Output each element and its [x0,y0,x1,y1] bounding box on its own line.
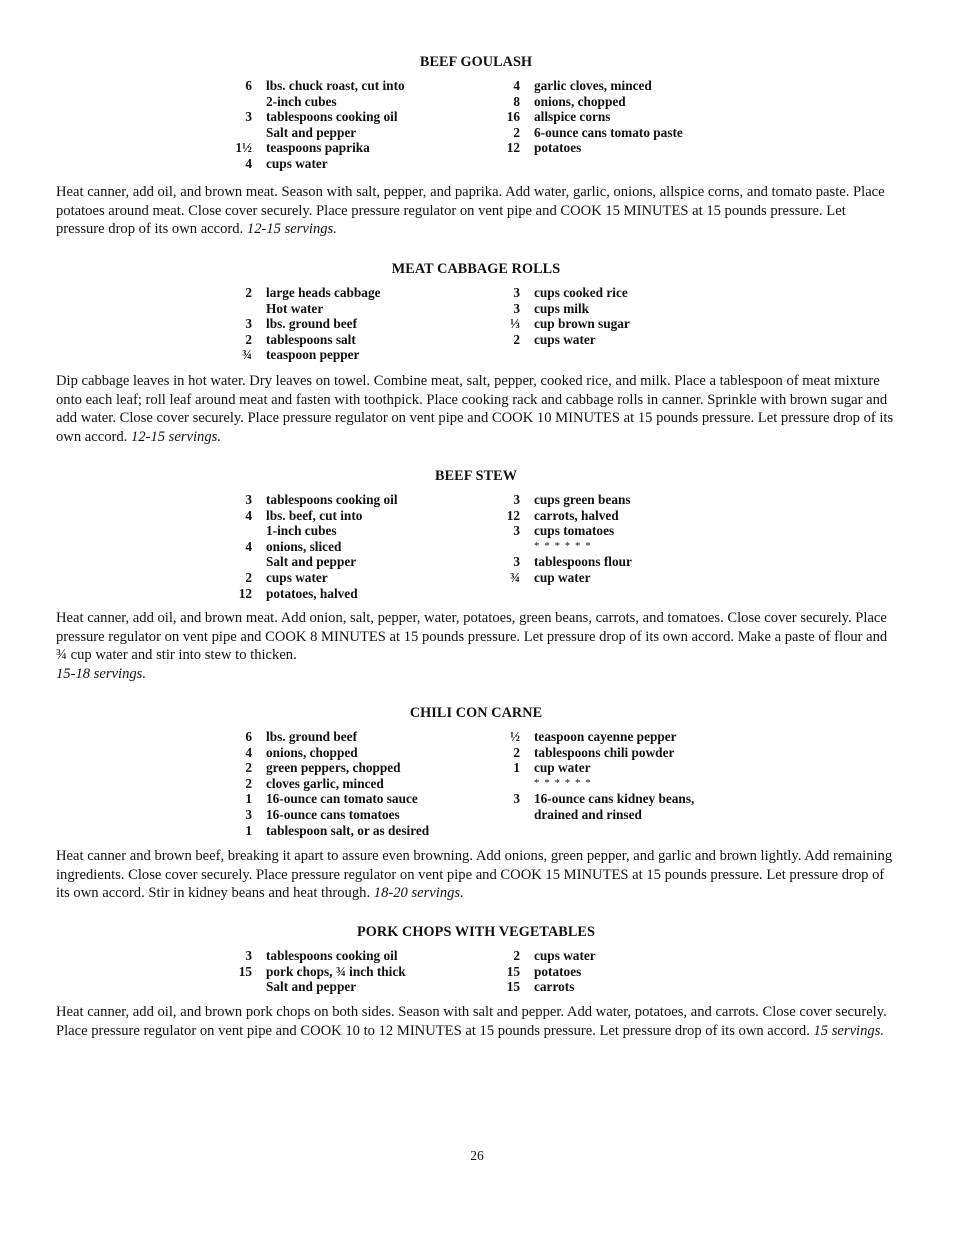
ingredient-column-right [492,78,752,156]
ingredient-item: Hot water [266,300,324,316]
ingredient-row [224,140,494,156]
recipe-title: BEEF STEW [435,468,517,484]
ingredient-qty: 3 [245,109,252,125]
ingredient-qty: 12 [238,585,252,601]
ingredient-qty: 12 [506,507,520,523]
ingredient-qty: 3 [513,791,520,807]
ingredient-column-right [492,285,752,347]
ingredient-qty: ¾ [510,569,520,585]
ingredient-row [224,109,494,125]
ingredient-row [492,979,752,995]
recipe-title: CHILI CON CARNE [409,705,543,721]
ingredient-row [224,729,494,745]
ingredient-qty: ⅓ [510,316,520,332]
ingredient-item: 16-ounce cans tomatoes [266,806,400,822]
ingredient-row [492,140,752,156]
ingredient-item: 16-ounce cans kidney beans, [534,791,695,807]
ingredient-qty: 2 [245,760,252,776]
ingredient-item: cups cooked rice [534,285,628,300]
ingredient-item: carrots [534,979,575,995]
servings-text: 15-18 servings. [56,665,146,682]
ingredient-row [224,316,494,332]
ingredient-row [224,78,494,94]
ingredient-separator [492,539,752,555]
ingredient-item: cups milk [534,300,590,316]
ingredient-row [492,78,752,94]
recipe-directions [56,609,896,683]
ingredient-row [492,729,752,745]
ingredient-row [492,760,752,776]
recipe-pork-chops-with-vegetables [56,924,896,1039]
servings-text: 12-15 servings. [246,221,337,238]
ingredient-row [224,791,494,807]
ingredient-row [492,508,752,524]
ingredient-row [492,523,752,539]
ingredient-item: pork chops, ¾ inch thick [266,963,406,979]
ingredient-item: drained and rinsed [534,806,642,822]
ingredient-qty: 1½ [235,140,252,156]
ingredient-qty [224,523,252,539]
ingredient-qty: 2 [513,124,520,140]
ingredient-qty: 3 [513,492,520,507]
ingredient-row [224,347,494,363]
ingredient-item: cup water [534,760,591,776]
ingredient-item: lbs. beef, cut into [266,507,363,523]
ingredient-row [492,570,752,586]
ingredient-qty: 4 [513,78,520,93]
ingredient-column-right [492,948,752,995]
ingredient-item: lbs. ground beef [266,316,358,332]
ingredient-item: teaspoon cayenne pepper [534,729,677,744]
ingredient-row [492,745,752,761]
ingredient-row [492,109,752,125]
ingredient-item: tablespoons flour [534,554,632,570]
ingredient-item: Salt and pepper [266,554,357,570]
recipe-title: BEEF GOULASH [419,54,533,70]
ingredient-row [492,285,752,301]
ingredient-item: onions, chopped [266,744,358,760]
ingredient-qty: 1 [513,760,520,776]
recipe-beef-stew [56,468,896,682]
ingredient-row [224,807,494,823]
ingredient-column-left [224,729,494,838]
ingredient-qty: 3 [245,806,252,822]
ingredient-row [224,948,494,964]
ingredient-item: 2-inch cubes [266,93,337,109]
ingredient-row [224,823,494,839]
ingredient-qty: 2 [245,285,252,300]
ingredient-qty: 4 [245,744,252,760]
ingredient-qty [492,776,520,792]
ingredient-qty: 2 [245,569,252,585]
ingredient-item: lbs. chuck roast, cut into [266,78,405,93]
ingredient-row [224,94,494,110]
ingredient-qty [224,554,252,570]
ingredient-qty: 2 [513,744,520,760]
ingredient-row [224,964,494,980]
ingredient-row [224,523,494,539]
ingredient-qty: 15 [238,963,252,979]
ingredient-row [492,94,752,110]
ingredient-item: carrots, halved [534,507,619,523]
ingredient-row [492,125,752,141]
ingredient-item: 16-ounce can tomato sauce [266,791,418,807]
ingredient-item: tablespoon salt, or as desired [266,822,430,838]
ingredient-qty: 6 [245,729,252,744]
directions-text: Dip cabbage leaves in hot water. Dry leaves on towel. Combine meat, salt, pepper, cooked rice, and milk. Place a tablespoon of meat mixture onto each leaf; roll leaf around meat and fasten with toothpick. Place cooking rack and cabbage rolls in canner. Sprinkle with brown sugar and add water. Close cover securely. Place pressure regulator on vent pipe and COOK 10 MINUTES at 15 pounds pressure. Let pressure drop of its own accord. [56,373,894,445]
ingredient-item: cups water [534,331,596,347]
page-number: 26 [470,1148,484,1163]
ingredient-qty [492,807,520,823]
ingredient-item: potatoes, halved [266,585,358,601]
ingredient-item: green peppers, chopped [266,760,401,776]
ingredient-row [224,554,494,570]
ingredient-qty: 1 [245,822,252,838]
ingredient-qty: 2 [245,775,252,791]
ingredient-item: Salt and pepper [266,979,357,995]
servings-text: 18-20 servings. [373,885,464,902]
ingredient-row [492,332,752,348]
directions-text: Heat canner, add oil, and brown meat. Season with salt, pepper, and paprika. Add water, garlic, onions, allspice corns, and tomato paste. Place potatoes around meat. Close cover securely. Place pressure regulator on vent pipe and COOK 15 MINUTES at 15 pounds pressure. Let pressure drop of its own accord. [56,184,885,238]
ingredient-row [492,301,752,317]
recipe-directions [56,372,896,446]
ingredient-row [492,554,752,570]
recipe-title: MEAT CABBAGE ROLLS [391,261,561,277]
ingredient-item: onions, sliced [266,538,342,554]
ingredient-row [492,316,752,332]
ingredient-row [224,760,494,776]
ingredient-item: 1-inch cubes [266,523,337,539]
ingredient-item: cups water [266,155,328,171]
ingredient-qty: 3 [513,300,520,316]
ingredient-row [224,508,494,524]
ingredient-item: tablespoons cooking oil [266,109,398,125]
ingredient-item: cups water [266,569,328,585]
ingredient-column-left [224,492,494,601]
ingredient-qty: 1 [245,791,252,807]
ingredient-row [492,807,752,823]
ingredient-item: cups green beans [534,492,631,507]
ingredient-column-right [492,729,752,823]
ingredient-qty [224,94,252,110]
separator-stars: * * * * * * [534,776,592,789]
ingredient-qty: 15 [506,963,520,979]
ingredient-qty [224,979,252,995]
ingredient-qty: 3 [245,948,252,963]
ingredient-item: allspice corns [534,109,611,125]
ingredient-item: cloves garlic, minced [266,775,384,791]
ingredient-row [224,285,494,301]
ingredient-row [224,125,494,141]
ingredient-qty: 3 [513,285,520,300]
ingredient-row [224,570,494,586]
recipe-chili-con-carne [56,705,896,902]
ingredient-column-right [492,492,752,586]
ingredient-separator [492,776,752,792]
ingredient-item: garlic cloves, minced [534,78,652,93]
servings-text: 12-15 servings. [130,428,221,445]
ingredient-row [224,156,494,172]
ingredient-item: cup brown sugar [534,316,630,332]
ingredient-qty: 2 [513,331,520,347]
recipe-directions [56,847,896,903]
servings-text: 15 servings. [813,1022,885,1039]
directions-text: Heat canner, add oil, and brown pork chops on both sides. Season with salt and pepper. Add water, potatoes, and carrots. Close cover securely. Place pressure regulator on vent pipe and COOK 10 to 12 MINUTES at 15 pounds pressure. Let pressure drop of its own accord. [56,1004,887,1039]
ingredient-row [224,776,494,792]
ingredient-item: large heads cabbage [266,285,381,300]
directions-text: Heat canner, add oil, and brown meat. Add onion, salt, pepper, water, potatoes, green beans, carrots, and tomatoes. Close cover securely. Place pressure regulator on vent pipe and COOK 8 MINUTES at 15 pounds pressure. Let pressure drop of its own accord. Make a paste of flour and ¾ cup water and stir into stew to thicken. [56,610,888,664]
ingredient-item: potatoes [534,963,582,979]
ingredient-qty: 4 [245,155,252,171]
ingredient-qty: 4 [245,538,252,554]
ingredient-item: tablespoons cooking oil [266,492,398,507]
ingredient-row [492,948,752,964]
ingredient-qty: 16 [506,109,520,125]
ingredient-item: tablespoons cooking oil [266,948,398,963]
ingredient-qty: 6 [245,78,252,93]
ingredient-qty: 15 [506,979,520,995]
separator-stars: * * * * * * [534,539,592,552]
ingredient-row [224,301,494,317]
ingredient-row [492,964,752,980]
ingredient-qty: ¾ [242,347,252,363]
ingredient-qty: 4 [245,507,252,523]
ingredient-item: tablespoons salt [266,331,356,347]
ingredient-row [224,745,494,761]
ingredient-qty [492,539,520,555]
ingredient-qty [224,301,252,317]
ingredient-item: lbs. ground beef [266,729,358,744]
recipe-meat-cabbage-rolls [56,261,896,445]
ingredient-row [224,539,494,555]
recipe-directions [56,183,896,239]
ingredient-row [492,492,752,508]
ingredient-qty: 8 [513,93,520,109]
ingredient-qty: 2 [245,331,252,347]
ingredient-qty: 2 [513,948,520,963]
ingredient-qty: 3 [245,492,252,507]
ingredient-qty: 3 [245,316,252,332]
recipe-beef-goulash [56,54,896,238]
ingredient-item: cups water [534,948,596,963]
ingredient-item: onions, chopped [534,93,626,109]
ingredient-row [224,979,494,995]
recipe-title: PORK CHOPS WITH VEGETABLES [357,924,595,940]
recipe-directions [56,1003,896,1040]
ingredient-qty: 12 [506,140,520,156]
ingredient-qty: ½ [510,729,520,744]
ingredient-item: cup water [534,569,591,585]
ingredient-row [224,492,494,508]
ingredient-qty: 3 [513,523,520,539]
ingredient-item: cups tomatoes [534,523,615,539]
ingredient-item: teaspoons paprika [266,140,370,156]
ingredient-item: potatoes [534,140,582,156]
ingredient-row [224,586,494,602]
ingredient-row [492,791,752,807]
ingredient-row [224,332,494,348]
ingredient-column-left [224,948,494,995]
ingredient-item: 6-ounce cans tomato paste [534,124,683,140]
ingredient-item: Salt and pepper [266,124,357,140]
ingredient-column-left [224,285,494,363]
ingredient-column-left [224,78,494,172]
ingredient-qty: 3 [513,554,520,570]
ingredient-item: tablespoons chili powder [534,744,675,760]
directions-text: Heat canner and brown beef, breaking it apart to assure even browning. Add onions, green pepper, and garlic and brown lightly. Add remaining ingredients. Close cover securely. Place pressure regulator on vent pipe and COOK 15 MINUTES at 15 pounds pressure. Let pressure drop of its own accord. Stir in kidney beans and heat through. [56,848,893,902]
ingredient-item: teaspoon pepper [266,347,360,363]
ingredient-qty [224,125,252,141]
